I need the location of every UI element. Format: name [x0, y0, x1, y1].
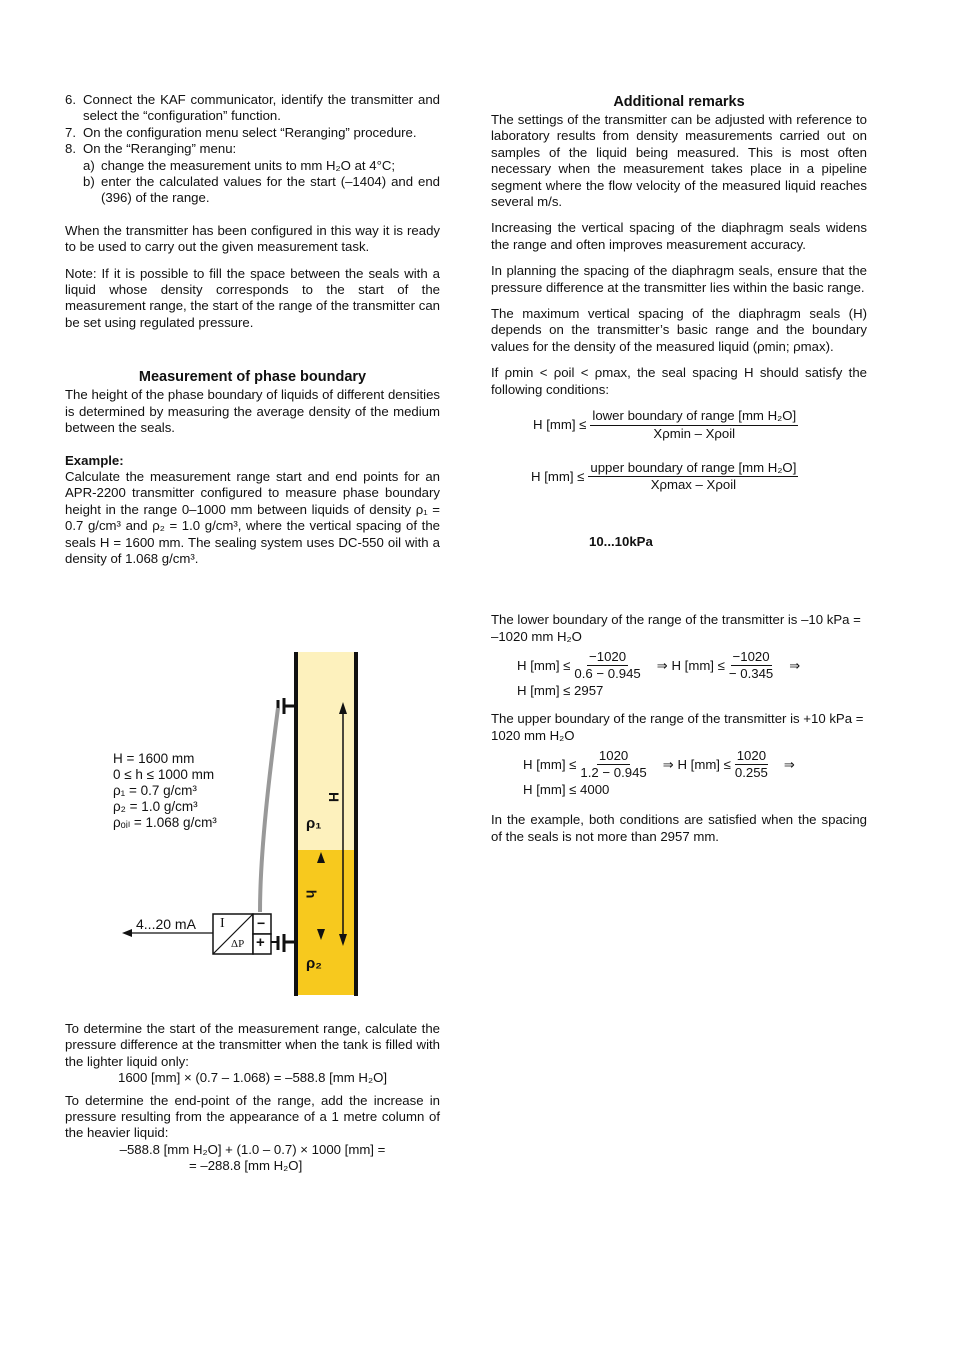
result-lower: H [mm] ≤ 2957	[517, 682, 604, 698]
step-6: 6. Connect the KAF communicator, identify the transmitter and select the “configuration” function.	[65, 92, 440, 124]
heavy-liquid	[297, 850, 355, 995]
substep-a: a) change the measurement units to mm H₂O at 4°C;	[83, 157, 396, 173]
paragraph-start: To determine the start of the measurement range, calculate the pressure difference at the transmitter when the tank is filled with the lighter liquid only:	[65, 1021, 440, 1069]
signal-arrow-icon	[122, 929, 132, 937]
equation-end-2: = –288.8 [mm H₂O]	[189, 1158, 303, 1174]
label-rho2: ρ₂	[306, 955, 322, 972]
range-label: 10...10kPa	[589, 533, 653, 549]
paragraph-note: Note: If it is possible to fill the space between the seals with a liquid whose density corresponds to the start of the measurement range, the start of the range of the transmitter can be set using regulated pressure.	[65, 265, 440, 330]
paragraph-upper-boundary: The upper boundary of the range of the transmitter is +10 kPa = 1020 mm H₂O	[491, 711, 864, 743]
figure-params: H = 1600 mm 0 ≤ h ≤ 1000 mm ρ₁ = 0.7 g/cm³ ρ₂ = 1.0 g/cm³ ρₒᵢₗ = 1.068 g/cm³	[113, 751, 217, 830]
formula-lower: H [mm] ≤ $\frac{\text{lower boundary of range [mm H₂O]}}{\text{Xρmin – Xρoil}}$	[533, 408, 797, 441]
tx-plus: +	[256, 934, 265, 951]
capillary-pipe	[260, 708, 278, 912]
paragraph-lower-boundary: The lower boundary of the range of the transmitter is –10 kPa = –1020 mm H₂O	[491, 612, 861, 644]
heading-phase-boundary: Measurement of phase boundary	[138, 369, 367, 386]
label-rho1: ρ₁	[306, 815, 322, 832]
signal-label: 4...20 mA	[136, 916, 196, 932]
paragraph-phase: The height of the phase boundary of liquids of different densities is determined by measuring the average density of the medium between the seals.	[65, 387, 440, 436]
substep-b: b) enter the calculated values for the start (–1404) and end (396) of the range.	[83, 174, 440, 206]
tx-minus: −	[257, 915, 266, 931]
example-label: Example:	[65, 452, 124, 468]
left-bottom	[65, 1021, 440, 1175]
left-column	[65, 92, 440, 567]
paragraph-configured: When the transmitter has been configured in this way it is ready to be used to carry out the given measurement task.	[65, 222, 440, 255]
equation-end-1: –588.8 [mm H₂O] + (1.0 – 0.7) × 1000 [mm] =	[119, 1141, 386, 1157]
label-h: h	[303, 889, 320, 899]
paragraph-r3: In planning the spacing of the diaphragm seals, ensure that the pressure difference at the transmitter lies within the basic range.	[491, 263, 867, 295]
formula-upper: H [mm] ≤ $\frac{\text{upper boundary of range [mm H₂O]}}{\text{Xρmax – Xρoil}}$	[531, 459, 797, 493]
tank-diagram	[110, 650, 470, 1000]
paragraph-r5: If ρmin < ρoil < ρmax, the seal spacing H should satisfy the following conditions:	[491, 365, 867, 397]
paragraph-r2: Increasing the vertical spacing of the diaphragm seals widens the range and often improves measurement accuracy.	[491, 220, 867, 252]
step-8: 8. On the “Reranging” menu:	[65, 141, 237, 157]
paragraph-example: Calculate the measurement range start and end points for an APR-2200 transmitter configured to measure phase boundary height in the range 0–1000 mm between liquids of density ρ₁ = 0.7 g/cm³ and ρ₂ = 1.0 g/cm³, where the vertical spacing of the seals H = 1600 mm. The sealing system uses DC-550 oil with a density of 1.068 g/cm³.	[65, 468, 440, 566]
paragraph-r1: The settings of the transmitter can be adjusted with reference to laboratory results from density measurements carried out on samples of the liquid being measured. This is most often necessary when the measurement takes place in a pipeline segment where the flow velocity of the measured liquid reaches several m/s.	[491, 112, 867, 210]
right-column	[491, 92, 867, 845]
calc-upper: H [mm] ≤ $\frac{1020}{1.2 - 0.945}$ ⇒ H [mm] ≤ $\frac{1020}{0.255}$ ⇒	[523, 747, 795, 781]
step-7: 7. On the configuration menu select “Reranging” procedure.	[65, 124, 417, 140]
calc-lower: H [mm] ≤ $\frac{-1020}{0.6 - 0.945}$ ⇒ H [mm] ≤ $\frac{-1020}{- 0.345}$ ⇒	[517, 648, 801, 682]
result-upper: H [mm] ≤ 4000	[523, 781, 610, 797]
heading-additional-remarks: Additional remarks	[613, 94, 745, 110]
paragraph-end: To determine the end-point of the range, add the increase in pressure resulting from the appearance of a 1 metre column of the heavier liquid:	[65, 1092, 440, 1141]
tx-dP: ΔP	[231, 938, 245, 950]
paragraph-conclusion: In the example, both conditions are satisfied when the spacing of the seals is not more than 2957 mm.	[491, 812, 867, 844]
equation-start: 1600 [mm] × (0.7 – 1.068) = –588.8 [mm H₂O]	[118, 1070, 387, 1086]
tx-I: I	[220, 916, 225, 931]
label-H: H	[326, 791, 343, 803]
paragraph-r4: The maximum vertical spacing of the diaphragm seals (H) depends on the transmitter’s basic range and the boundary values for the density of the measured liquid (ρmin; ρmax).	[491, 306, 867, 354]
